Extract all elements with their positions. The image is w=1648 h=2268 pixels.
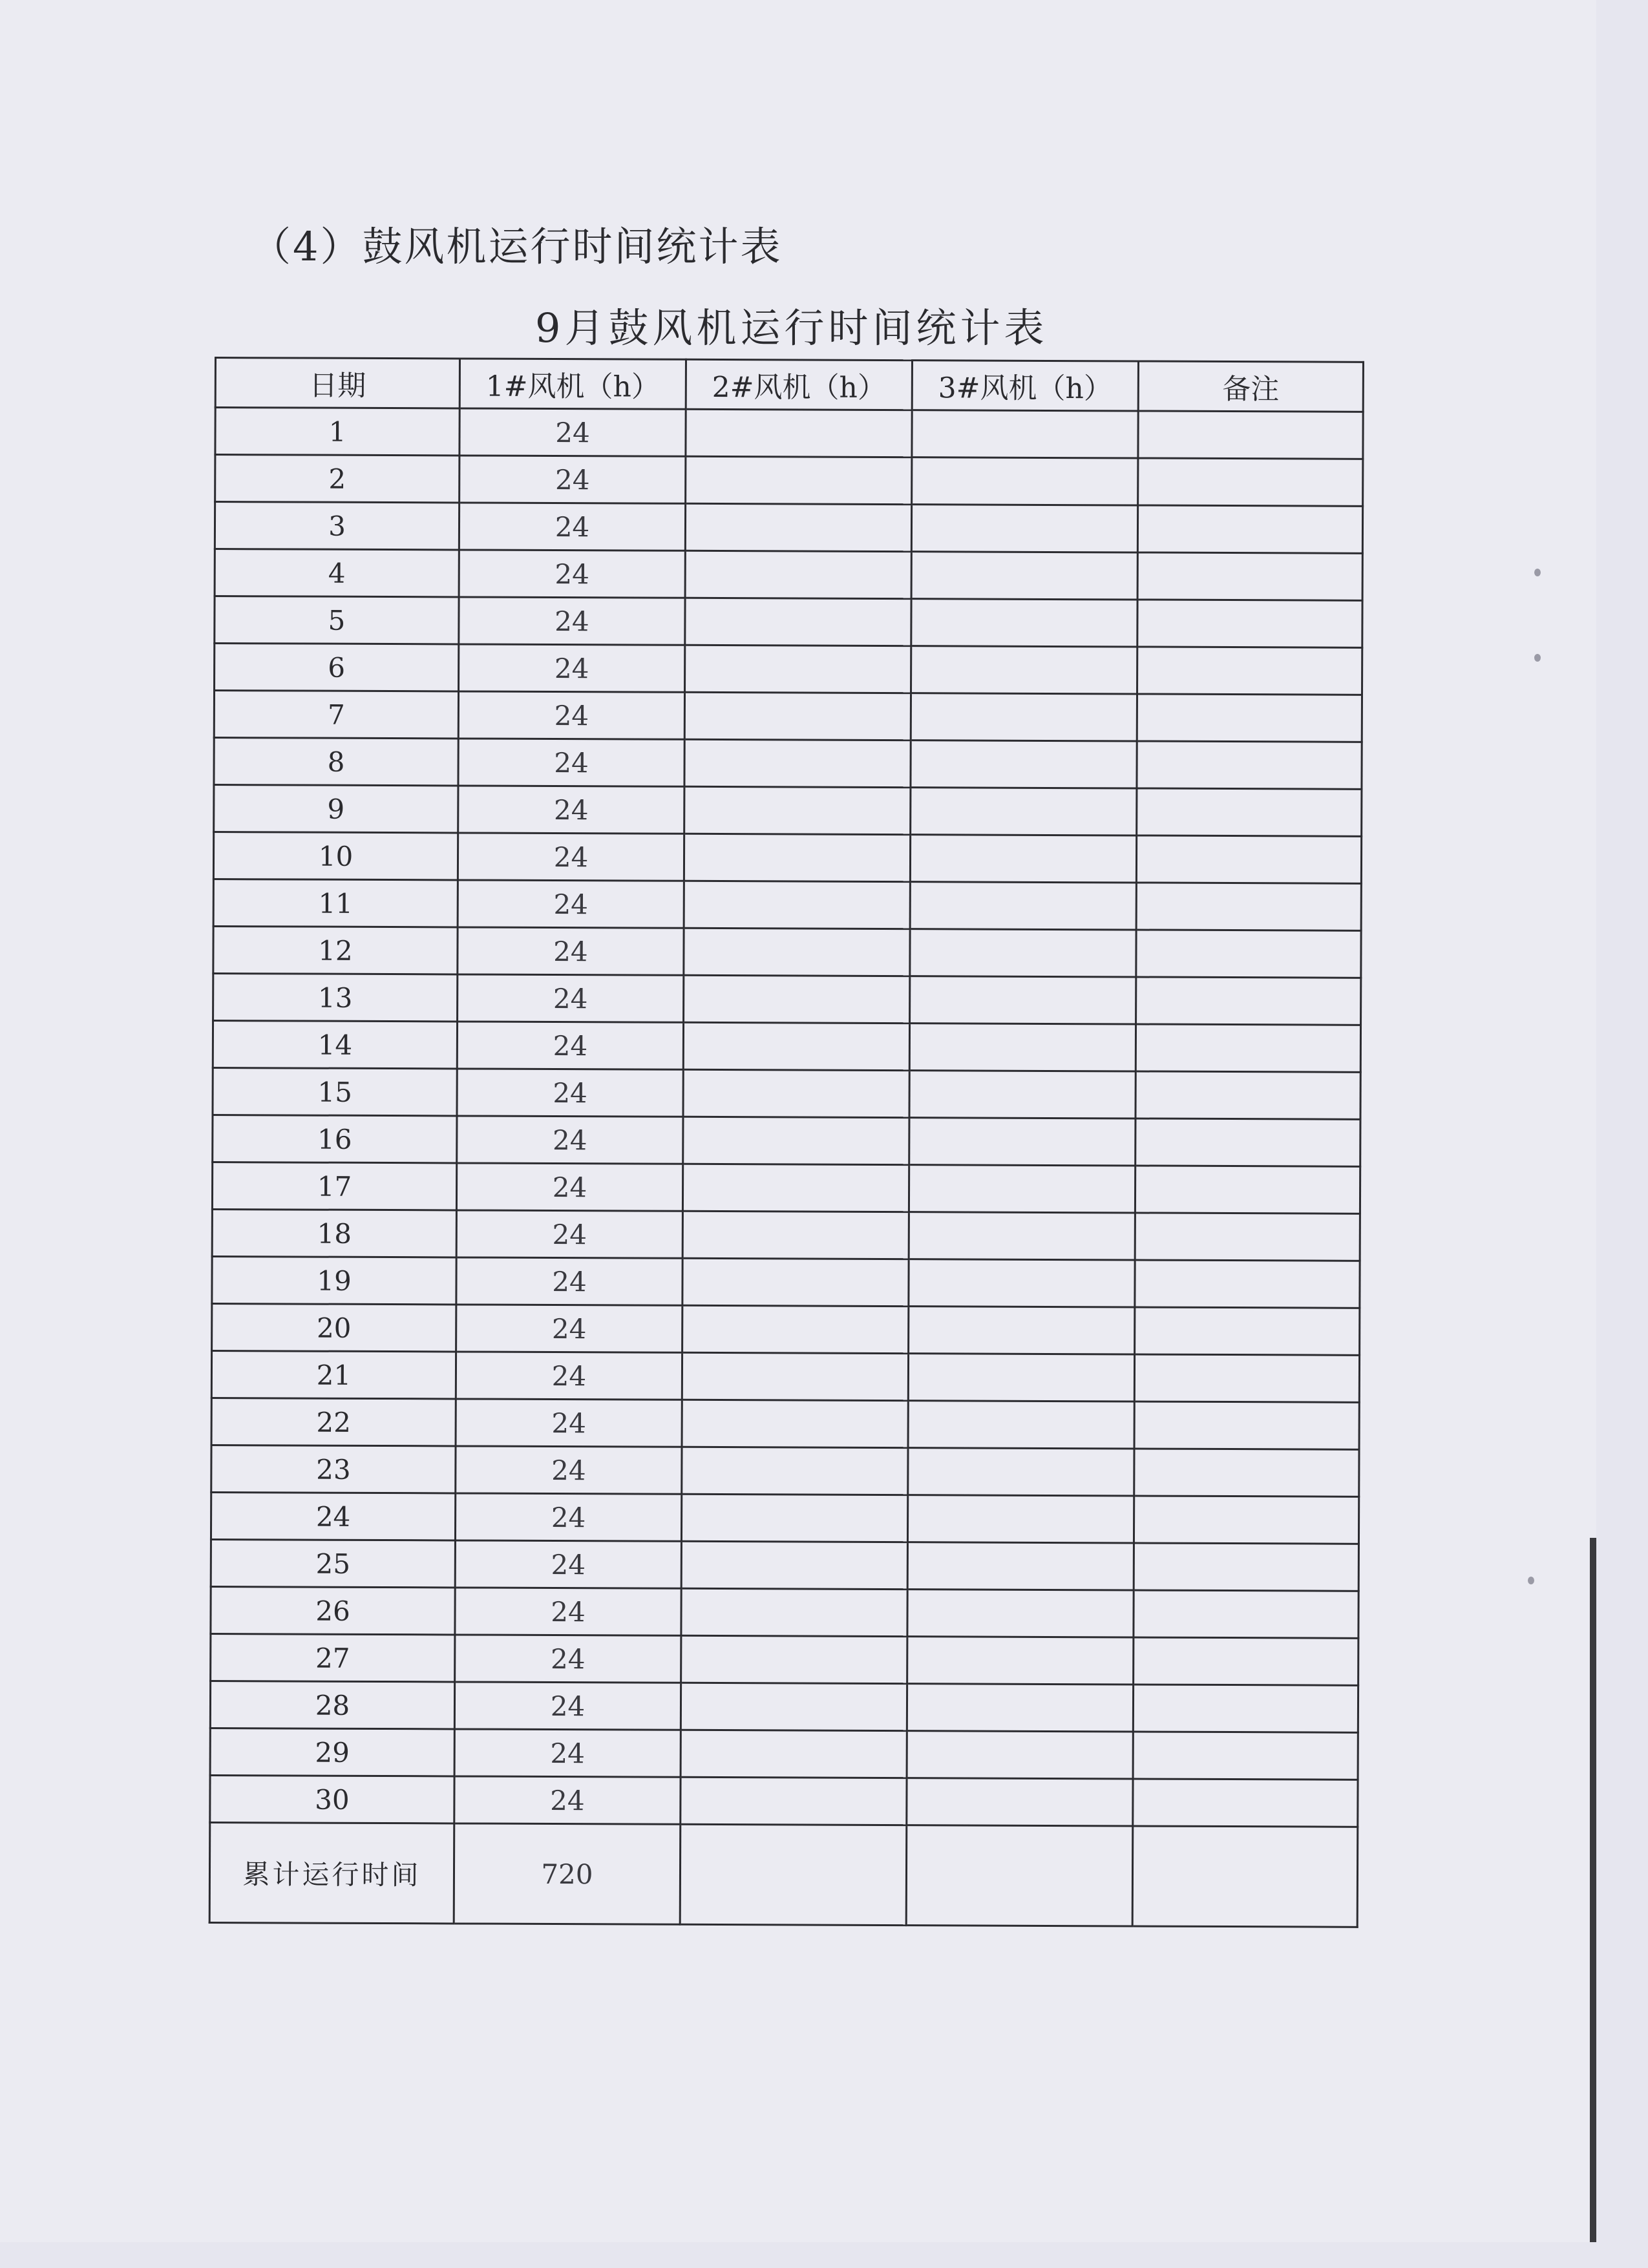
row-fan3-cell bbox=[911, 505, 1137, 552]
row-fan2-cell bbox=[682, 1400, 908, 1447]
row-date-cell: 16 bbox=[213, 1115, 457, 1162]
row-date-cell: 6 bbox=[215, 644, 459, 691]
row-note-cell bbox=[1133, 1685, 1358, 1732]
row-fan2-cell bbox=[685, 551, 911, 598]
row-note-cell bbox=[1137, 647, 1362, 695]
row-fan2-cell bbox=[683, 1069, 909, 1117]
table-row bbox=[215, 502, 1362, 554]
row-fan3-cell bbox=[907, 1731, 1133, 1779]
row-note-cell bbox=[1134, 1496, 1358, 1544]
blower-runtime-table bbox=[209, 357, 1364, 1928]
runtime-table-container bbox=[209, 357, 1362, 1928]
table-row bbox=[211, 1445, 1359, 1496]
row-date-cell: 26 bbox=[211, 1586, 455, 1634]
row-date-cell: 17 bbox=[212, 1162, 456, 1210]
row-fan1-cell: 24 bbox=[454, 1729, 681, 1777]
row-fan1-cell: 24 bbox=[457, 1116, 683, 1164]
header-fan2: 2#风机（h） bbox=[686, 359, 912, 410]
table-row bbox=[212, 1303, 1360, 1355]
row-fan2-cell bbox=[682, 1352, 908, 1400]
row-note-cell bbox=[1134, 1402, 1359, 1449]
row-fan2-cell bbox=[682, 1305, 909, 1353]
row-note-cell bbox=[1135, 1307, 1360, 1355]
total-label: 累计运行时间 bbox=[209, 1822, 454, 1923]
row-date-cell: 11 bbox=[213, 879, 458, 927]
row-fan3-cell bbox=[912, 410, 1138, 458]
row-date-cell: 30 bbox=[210, 1775, 454, 1823]
row-fan1-cell: 24 bbox=[456, 1163, 682, 1211]
row-fan2-cell bbox=[683, 1117, 909, 1164]
row-fan3-cell bbox=[910, 882, 1136, 930]
row-fan3-cell bbox=[909, 1307, 1135, 1354]
row-date-cell: 15 bbox=[213, 1067, 457, 1115]
row-fan3-cell bbox=[907, 1542, 1134, 1590]
row-fan3-cell bbox=[910, 976, 1136, 1024]
row-fan2-cell bbox=[685, 503, 911, 551]
row-fan1-cell: 24 bbox=[459, 503, 685, 551]
row-fan1-cell: 24 bbox=[457, 1069, 683, 1117]
row-fan3-cell bbox=[909, 1212, 1135, 1260]
row-note-cell bbox=[1137, 505, 1362, 553]
table-row bbox=[211, 1539, 1358, 1591]
row-fan2-cell bbox=[682, 1164, 909, 1212]
row-date-cell: 9 bbox=[214, 785, 458, 833]
row-fan1-cell: 24 bbox=[456, 1305, 682, 1352]
row-date-cell: 20 bbox=[212, 1303, 456, 1351]
row-fan2-cell bbox=[686, 409, 912, 457]
row-fan3-cell bbox=[907, 1495, 1134, 1543]
row-date-cell: 1 bbox=[215, 408, 460, 456]
row-note-cell bbox=[1136, 930, 1361, 978]
row-date-cell: 4 bbox=[215, 549, 459, 597]
row-date-cell: 28 bbox=[210, 1681, 454, 1728]
row-date-cell: 5 bbox=[215, 596, 459, 644]
row-fan2-cell bbox=[684, 975, 910, 1023]
row-fan2-cell bbox=[681, 1588, 907, 1636]
table-row bbox=[213, 1115, 1360, 1166]
row-fan1-cell: 24 bbox=[458, 927, 684, 975]
row-note-cell bbox=[1134, 1449, 1359, 1496]
row-fan2-cell bbox=[681, 1683, 907, 1730]
row-note-cell bbox=[1134, 1590, 1358, 1638]
table-row bbox=[213, 832, 1361, 884]
header-fan3: 3#风机（h） bbox=[912, 361, 1138, 411]
row-date-cell: 8 bbox=[214, 738, 458, 786]
row-note-cell bbox=[1137, 600, 1362, 647]
row-date-cell: 10 bbox=[213, 832, 458, 880]
row-note-cell bbox=[1136, 1071, 1360, 1119]
table-row bbox=[215, 644, 1362, 695]
row-date-cell: 18 bbox=[212, 1209, 456, 1257]
row-date-cell: 22 bbox=[211, 1398, 456, 1445]
table-row bbox=[214, 738, 1362, 790]
row-fan3-cell bbox=[910, 835, 1136, 883]
table-row bbox=[211, 1492, 1358, 1544]
row-fan2-cell bbox=[681, 1730, 907, 1778]
row-fan2-cell bbox=[684, 786, 911, 834]
row-note-cell bbox=[1135, 1260, 1360, 1308]
row-note-cell bbox=[1137, 694, 1362, 742]
row-fan1-cell: 24 bbox=[458, 974, 684, 1022]
row-note-cell bbox=[1138, 411, 1363, 459]
punch-hole-mark bbox=[1534, 569, 1541, 576]
row-note-cell bbox=[1136, 883, 1361, 930]
row-fan3-cell bbox=[911, 788, 1137, 835]
row-fan2-cell bbox=[682, 1447, 908, 1495]
table-row bbox=[212, 1209, 1360, 1261]
row-fan1-cell: 24 bbox=[458, 786, 684, 834]
row-fan2-cell bbox=[681, 1635, 907, 1683]
row-fan1-cell: 24 bbox=[456, 1210, 682, 1258]
table-title: 9月鼓风机运行时间统计表 bbox=[535, 304, 1048, 352]
row-fan1-cell: 24 bbox=[459, 644, 685, 692]
row-note-cell bbox=[1135, 1213, 1360, 1261]
row-fan2-cell bbox=[684, 928, 910, 976]
row-date-cell: 13 bbox=[213, 973, 458, 1021]
row-fan1-cell: 24 bbox=[458, 739, 684, 786]
row-date-cell: 3 bbox=[215, 502, 459, 550]
row-fan1-cell: 24 bbox=[460, 456, 686, 503]
row-fan3-cell bbox=[907, 1778, 1133, 1826]
table-row bbox=[215, 455, 1363, 507]
table-row bbox=[212, 1162, 1360, 1213]
header-fan1: 1#风机（h） bbox=[460, 359, 686, 409]
total-fan1: 720 bbox=[454, 1823, 681, 1924]
header-note: 备注 bbox=[1138, 361, 1363, 412]
row-fan2-cell bbox=[684, 692, 911, 740]
table-row bbox=[210, 1681, 1358, 1732]
table-row bbox=[211, 1350, 1359, 1402]
row-fan3-cell bbox=[911, 599, 1137, 647]
table-row bbox=[214, 785, 1362, 837]
table-row bbox=[211, 1398, 1359, 1449]
total-fan3 bbox=[906, 1825, 1133, 1926]
row-fan1-cell: 24 bbox=[458, 691, 684, 739]
row-fan3-cell bbox=[911, 552, 1137, 600]
row-fan1-cell: 24 bbox=[458, 833, 684, 881]
row-fan3-cell bbox=[909, 1118, 1136, 1166]
header-date: 日期 bbox=[215, 358, 460, 408]
table-row bbox=[215, 596, 1362, 648]
row-date-cell: 7 bbox=[214, 691, 458, 739]
table-row bbox=[215, 549, 1362, 601]
row-fan2-cell bbox=[683, 1022, 909, 1070]
scan-shadow-edge bbox=[1590, 1538, 1596, 2242]
row-note-cell bbox=[1136, 977, 1361, 1025]
row-date-cell: 21 bbox=[211, 1350, 456, 1398]
row-fan2-cell bbox=[685, 645, 911, 693]
row-fan1-cell: 24 bbox=[454, 1682, 681, 1730]
row-date-cell: 25 bbox=[211, 1539, 455, 1587]
row-date-cell: 12 bbox=[213, 926, 458, 974]
row-fan1-cell: 24 bbox=[456, 1399, 682, 1447]
row-note-cell bbox=[1138, 458, 1363, 506]
row-fan1-cell: 24 bbox=[459, 550, 685, 598]
row-fan1-cell: 24 bbox=[455, 1493, 681, 1541]
row-fan3-cell bbox=[909, 1024, 1136, 1071]
table-row bbox=[213, 973, 1361, 1025]
table-row bbox=[215, 408, 1363, 459]
row-fan1-cell: 24 bbox=[460, 408, 686, 456]
row-date-cell: 24 bbox=[211, 1492, 455, 1540]
row-note-cell bbox=[1136, 835, 1361, 883]
row-date-cell: 19 bbox=[212, 1256, 456, 1304]
row-note-cell bbox=[1137, 788, 1362, 836]
row-fan3-cell bbox=[909, 1071, 1136, 1118]
total-note bbox=[1132, 1826, 1358, 1927]
row-fan2-cell bbox=[684, 881, 910, 929]
row-date-cell: 23 bbox=[211, 1445, 456, 1493]
table-row bbox=[212, 1256, 1360, 1308]
row-fan3-cell bbox=[909, 1165, 1135, 1213]
row-fan3-cell bbox=[911, 740, 1137, 788]
row-fan3-cell bbox=[909, 1259, 1135, 1307]
row-fan3-cell bbox=[907, 1590, 1134, 1637]
row-fan2-cell bbox=[686, 456, 912, 504]
row-note-cell bbox=[1134, 1543, 1358, 1591]
row-fan2-cell bbox=[681, 1494, 907, 1542]
row-fan2-cell bbox=[682, 1258, 909, 1306]
punch-hole-mark bbox=[1534, 654, 1541, 662]
row-note-cell bbox=[1136, 1024, 1360, 1072]
row-fan3-cell bbox=[907, 1684, 1133, 1732]
row-fan1-cell: 24 bbox=[456, 1446, 682, 1494]
row-fan3-cell bbox=[910, 929, 1136, 977]
row-fan2-cell bbox=[681, 1777, 907, 1825]
table-header-row bbox=[215, 358, 1363, 412]
row-fan2-cell bbox=[682, 1211, 909, 1259]
row-fan3-cell bbox=[908, 1401, 1134, 1449]
row-fan1-cell: 24 bbox=[458, 880, 684, 928]
row-date-cell: 2 bbox=[215, 455, 460, 503]
total-row bbox=[209, 1822, 1358, 1927]
row-fan1-cell: 24 bbox=[455, 1635, 681, 1683]
row-note-cell bbox=[1135, 1166, 1360, 1213]
row-fan1-cell: 24 bbox=[456, 1257, 682, 1305]
row-fan2-cell bbox=[681, 1541, 907, 1589]
table-row bbox=[213, 926, 1361, 978]
row-fan3-cell bbox=[912, 457, 1138, 505]
row-fan1-cell: 24 bbox=[456, 1352, 682, 1400]
table-row bbox=[213, 1020, 1360, 1072]
row-fan3-cell bbox=[911, 646, 1137, 694]
table-row bbox=[214, 691, 1362, 742]
row-fan3-cell bbox=[907, 1637, 1134, 1685]
total-fan2 bbox=[680, 1824, 907, 1925]
table-row bbox=[213, 879, 1361, 930]
row-note-cell bbox=[1137, 552, 1362, 600]
section-heading: （4）鼓风机运行时间统计表 bbox=[251, 223, 783, 270]
row-note-cell bbox=[1136, 1118, 1360, 1166]
table-row bbox=[211, 1633, 1358, 1685]
table-row bbox=[210, 1728, 1358, 1780]
row-fan3-cell bbox=[908, 1354, 1134, 1402]
row-note-cell bbox=[1137, 741, 1362, 789]
row-note-cell bbox=[1134, 1354, 1359, 1402]
row-fan1-cell: 24 bbox=[455, 1540, 681, 1588]
row-fan2-cell bbox=[685, 598, 911, 646]
row-fan1-cell: 24 bbox=[455, 1588, 681, 1635]
punch-hole-mark bbox=[1528, 1577, 1534, 1584]
row-fan1-cell: 24 bbox=[454, 1776, 681, 1824]
table-row bbox=[213, 1067, 1360, 1119]
row-note-cell bbox=[1133, 1779, 1358, 1827]
row-date-cell: 29 bbox=[210, 1728, 454, 1776]
row-fan1-cell: 24 bbox=[459, 597, 685, 645]
row-fan2-cell bbox=[684, 739, 911, 787]
table-row bbox=[210, 1775, 1358, 1827]
row-date-cell: 14 bbox=[213, 1020, 457, 1068]
row-note-cell bbox=[1133, 1732, 1358, 1780]
row-fan1-cell: 24 bbox=[457, 1022, 683, 1069]
table-row bbox=[211, 1586, 1358, 1638]
row-note-cell bbox=[1134, 1637, 1358, 1685]
row-fan3-cell bbox=[908, 1448, 1134, 1496]
row-fan3-cell bbox=[911, 693, 1137, 741]
row-fan2-cell bbox=[684, 834, 910, 881]
table-body bbox=[209, 408, 1363, 1927]
row-date-cell: 27 bbox=[211, 1633, 455, 1681]
